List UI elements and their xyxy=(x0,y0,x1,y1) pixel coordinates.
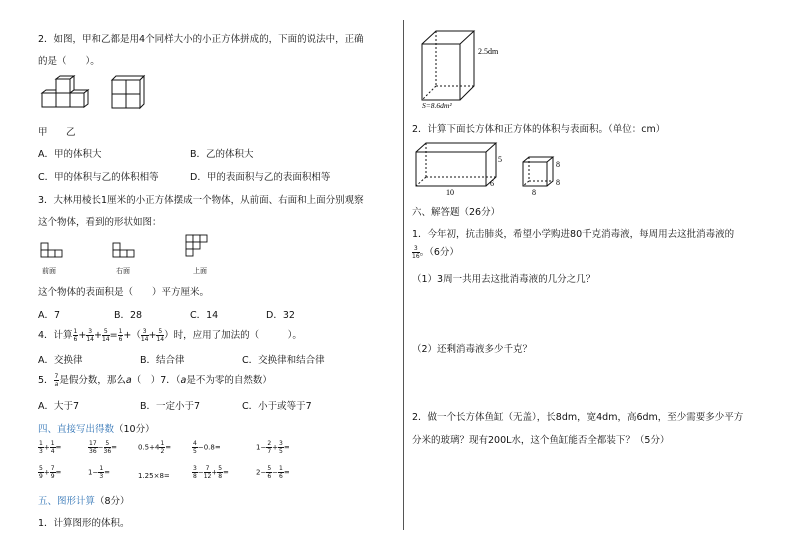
label-jia: 甲 xyxy=(38,127,48,138)
svg-text:8: 8 xyxy=(556,178,560,187)
calc-item: $\frac{4}{5}$ −0.8= xyxy=(193,440,221,455)
section6-p1-sub1: （1）3周一共用去这批消毒液的几分之几？ xyxy=(412,274,596,285)
q5-tail: （ ）7．（ xyxy=(131,375,181,386)
section6-p1-sub2: （2）还剩消毒液多少千克？ xyxy=(412,344,533,355)
q2-text-line2: 的是（ ）。 xyxy=(38,56,100,67)
q2-option-b: B．乙的体积大 xyxy=(190,149,254,160)
calc-item: 1− $\frac{1}{3}$ = xyxy=(88,465,111,480)
view-right-label: 右面 xyxy=(116,267,130,275)
fraction: $\frac{5}{14}$ xyxy=(101,328,110,343)
section6-p2-line2: 分米的玻璃？现有200L水，这个鱼缸能否全都装下？（5分） xyxy=(412,435,670,446)
q5-prefix: 5． xyxy=(38,375,54,386)
q5-expression: 5． $\frac{7}{a}$ 是假分数，那么a（ ）7．（a是不为零的自然数） xyxy=(38,373,272,388)
section6-p1-line1: 1．今年初，抗击肺炎，希望小学购进80千克消毒液，每周用去这批消毒液的 xyxy=(412,229,735,240)
q5-var: a xyxy=(125,375,132,386)
prism-figure xyxy=(418,28,513,110)
section5-q1: 1．计算图形的体积。 xyxy=(38,518,130,529)
svg-text:8: 8 xyxy=(556,160,560,169)
calc-item: $\frac{17}{36}$ − $\frac{5}{36}$ = xyxy=(89,440,118,455)
section6-p1-line2: $\frac{3}{16}$ 。（6分） xyxy=(412,245,459,260)
view-top-figure xyxy=(185,234,215,264)
calc-item: 2− $\frac{5}{6}$ − $\frac{1}{6}$ = xyxy=(256,465,290,480)
q3-option-b: B．28 xyxy=(114,310,143,321)
view-front-label: 前面 xyxy=(42,267,56,275)
section4-title: 四、直接写出得数（10分） xyxy=(38,424,155,435)
q4-mid: 时，应用了加法的（ ）。 xyxy=(173,330,302,341)
fraction: $\frac{3}{14}$ xyxy=(140,328,149,343)
calc-item: 0.5+4 $\frac{1}{2}$ = xyxy=(138,440,172,455)
calc-item: $\frac{3}{8}$ − $\frac{7}{12}$ + $\frac{5}{8}$ = xyxy=(193,465,229,480)
cube-figure-yi xyxy=(110,76,146,112)
view-front-figure xyxy=(40,242,70,262)
svg-text:6: 6 xyxy=(490,179,494,188)
svg-text:8: 8 xyxy=(532,188,536,197)
cube-figure-jia xyxy=(40,76,90,112)
q5-mid: 是假分数，那么 xyxy=(59,375,126,386)
prism-area-label: S=8.6dm² xyxy=(422,101,452,110)
calc-item: $\frac{5}{9}$ + $\frac{7}{9}$ = xyxy=(39,465,62,480)
column-divider xyxy=(403,20,404,530)
section6-title: 六、解答题（26分） xyxy=(412,207,501,218)
q2-option-a: A．甲的体积大 xyxy=(38,149,102,160)
prism-height-label: 2.5dm xyxy=(478,47,499,56)
cube-figure xyxy=(520,155,570,195)
section5-title: 五、图形计算（8分） xyxy=(38,496,130,507)
q4-prefix: 4．计算 xyxy=(38,330,73,341)
fraction: $\frac{3}{16}$ xyxy=(412,245,420,260)
q3-text-line1: 3．大林用棱长1厘米的小正方体摆成一个物体，从前面、右面和上面分别观察 xyxy=(38,195,364,206)
q5-option-c: C．小于或等于7 xyxy=(242,401,312,412)
q4-option-a: A．交换律 xyxy=(38,355,83,366)
calc-item: 1.25×8= xyxy=(138,472,170,480)
q2-option-c: C．甲的体积与乙的体积相等 xyxy=(38,172,159,183)
fraction: $\frac{3}{14}$ xyxy=(86,328,94,343)
fraction: $\frac{1}{6}$ xyxy=(73,328,78,343)
label-yi: 乙 xyxy=(66,127,76,138)
q5-option-a: A．大于7 xyxy=(38,401,80,412)
section5-q2: 2．计算下面长方体和正方体的体积与表面积。（单位：cm） xyxy=(412,124,666,135)
section6-p2-line1: 2．做一个长方体鱼缸（无盖），长8dm，宽4dm，高6dm，至少需要多少平方 xyxy=(412,412,744,423)
q5-tail2: 是不为零的自然数） xyxy=(186,375,272,386)
q3-text-line2: 这个物体，看到的形状如图： xyxy=(38,217,162,228)
q2-text-line1: 2．如图，甲和乙都是用4个同样大小的小正方体拼成的，下面的说法中，正确 xyxy=(38,34,364,45)
q4-option-b: B．结合律 xyxy=(140,355,185,366)
fraction: $\frac{5}{14}$ xyxy=(156,328,165,343)
svg-text:10: 10 xyxy=(446,188,454,197)
q4-expression: 4．计算 $\frac{1}{6}$ + $\frac{3}{14}$ + $\frac{5}{14}$ = $\frac{1}{6}$ +（ $\frac{3}{14}$ + $\frac{5}{14}$ ）时，应用了加法的（ ）。 xyxy=(38,328,302,343)
q3-option-a: A．7 xyxy=(38,310,61,321)
view-right-figure xyxy=(112,242,142,262)
svg-text:5: 5 xyxy=(498,155,502,164)
q2-option-d: D．甲的表面积与乙的表面积相等 xyxy=(190,172,331,183)
fraction: $\frac{1}{6}$ xyxy=(118,328,123,343)
calc-item: 1− $\frac{2}{7}$ + $\frac{3}{5}$ = xyxy=(256,440,290,455)
q3-option-d: D．32 xyxy=(266,310,295,321)
q3-option-c: C．14 xyxy=(190,310,219,321)
view-top-label: 上面 xyxy=(193,267,207,275)
cuboid-figure xyxy=(412,140,512,196)
q4-option-c: C．交换律和结合律 xyxy=(242,355,325,366)
q5-option-b: B．一定小于7 xyxy=(140,401,201,412)
q3-text-line3: 这个物体的表面积是（ ）平方厘米。 xyxy=(38,287,210,298)
fraction: $\frac{7}{a}$ xyxy=(54,373,59,388)
calc-item: $\frac{1}{3}$ + $\frac{1}{4}$ = xyxy=(39,440,62,455)
